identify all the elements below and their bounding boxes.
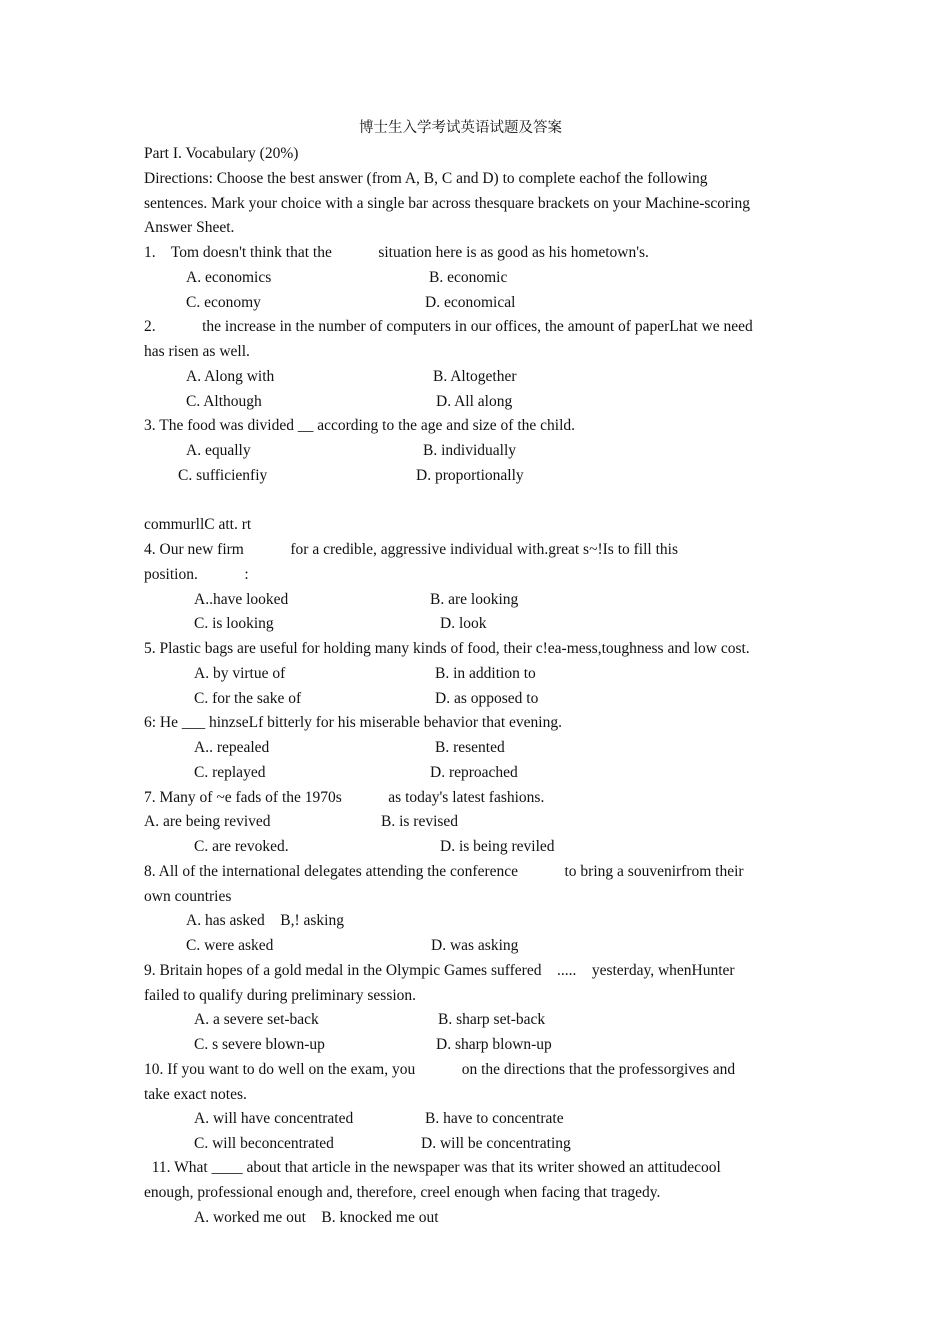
question-stem: own countries (144, 888, 232, 905)
option: A.. repealed (194, 739, 270, 756)
question-stem: 11. What ____ about that article in the newspaper was that its writer showed an attitudecool (144, 1159, 721, 1176)
question-stem: enough, professional enough and, therefore, creel enough when facing that tragedy. (144, 1184, 661, 1201)
question-stem: 9. Britain hopes of a gold medal in the Olympic Games suffered ..... yesterday, whenHunter (144, 962, 735, 979)
question-stem: 4. Our new firm for a credible, aggressive individual with.great s~!Is to fill this (144, 541, 678, 558)
option: C. is looking (194, 615, 274, 632)
directions-line: Directions: Choose the best answer (from A, B, C and D) to complete eachof the following (144, 170, 708, 187)
option: A..have looked (194, 591, 289, 608)
option: A. Along with (186, 368, 275, 385)
question-stem: 3. The food was divided __ according to the age and size of the child. (144, 417, 576, 434)
question-stem: has risen as well. (144, 343, 250, 360)
option: A. has asked B,! asking (186, 912, 344, 929)
option: B. individually (423, 442, 516, 459)
question-stem: position. : (144, 566, 249, 583)
option: D. look (440, 615, 487, 632)
option: A. by virtue of (194, 665, 286, 682)
option: A. are being revived (144, 813, 271, 830)
option: C. Although (186, 393, 262, 410)
stray-text: commurllC att. rt (144, 516, 252, 533)
option: A. worked me out B. knocked me out (194, 1209, 439, 1226)
option: C. will beconcentrated (194, 1135, 334, 1152)
option: C. replayed (194, 764, 266, 781)
option: D. proportionally (416, 467, 524, 484)
part-heading: Part I. Vocabulary (20%) (144, 145, 299, 162)
option: B. Altogether (433, 368, 517, 385)
option: A. equally (186, 442, 251, 459)
option: B. resented (435, 739, 505, 756)
option: D. was asking (431, 937, 519, 954)
option: C. for the sake of (194, 690, 302, 707)
option: C. s severe blown-up (194, 1036, 325, 1053)
option: A. a severe set-back (194, 1011, 319, 1028)
question-stem: failed to qualify during preliminary session. (144, 987, 417, 1004)
directions-line: sentences. Mark your choice with a single bar across thesquare brackets on your Machine-scoring (144, 195, 751, 212)
option: D. reproached (430, 764, 518, 781)
option: C. are revoked. (194, 838, 289, 855)
question-stem: 7. Many of ~e fads of the 1970s as today's latest fashions. (144, 789, 545, 806)
option: D. as opposed to (435, 690, 539, 707)
option: A. will have concentrated (194, 1110, 354, 1127)
option: A. economics (186, 269, 272, 286)
option: D. All along (436, 393, 513, 410)
question-stem: 2. the increase in the number of computers in our offices, the amount of paperLhat we need (144, 318, 753, 335)
option: B. in addition to (435, 665, 536, 682)
document-title: 博士生入学考试英语试题及答案 (359, 120, 562, 136)
question-stem: take exact notes. (144, 1086, 247, 1103)
question-stem: 5. Plastic bags are useful for holding many kinds of food, their c!ea-mess,toughness and low cost. (144, 640, 750, 657)
question-stem: 8. All of the international delegates attending the conference to bring a souvenirfrom their (144, 863, 744, 880)
option: D. is being reviled (440, 838, 555, 855)
option: C. were asked (186, 937, 274, 954)
option: D. sharp blown-up (436, 1036, 552, 1053)
question-stem: 6: He ___ hinzseLf bitterly for his miserable behavior that evening. (144, 714, 562, 731)
option: B. sharp set-back (438, 1011, 546, 1028)
option: D. will be concentrating (421, 1135, 571, 1152)
option: B. have to concentrate (425, 1110, 564, 1127)
option: B. economic (429, 269, 508, 286)
question-stem: 10. If you want to do well on the exam, you on the directions that the professorgives and (144, 1061, 736, 1078)
option: C. economy (186, 294, 261, 311)
option: B. is revised (381, 813, 459, 830)
option: B. are looking (430, 591, 519, 608)
option: C. sufficienfiy (178, 467, 268, 484)
question-stem: 1. Tom doesn't think that the situation here is as good as his hometown's. (144, 244, 649, 261)
directions-line: Answer Sheet. (144, 219, 235, 236)
option: D. economical (425, 294, 516, 311)
